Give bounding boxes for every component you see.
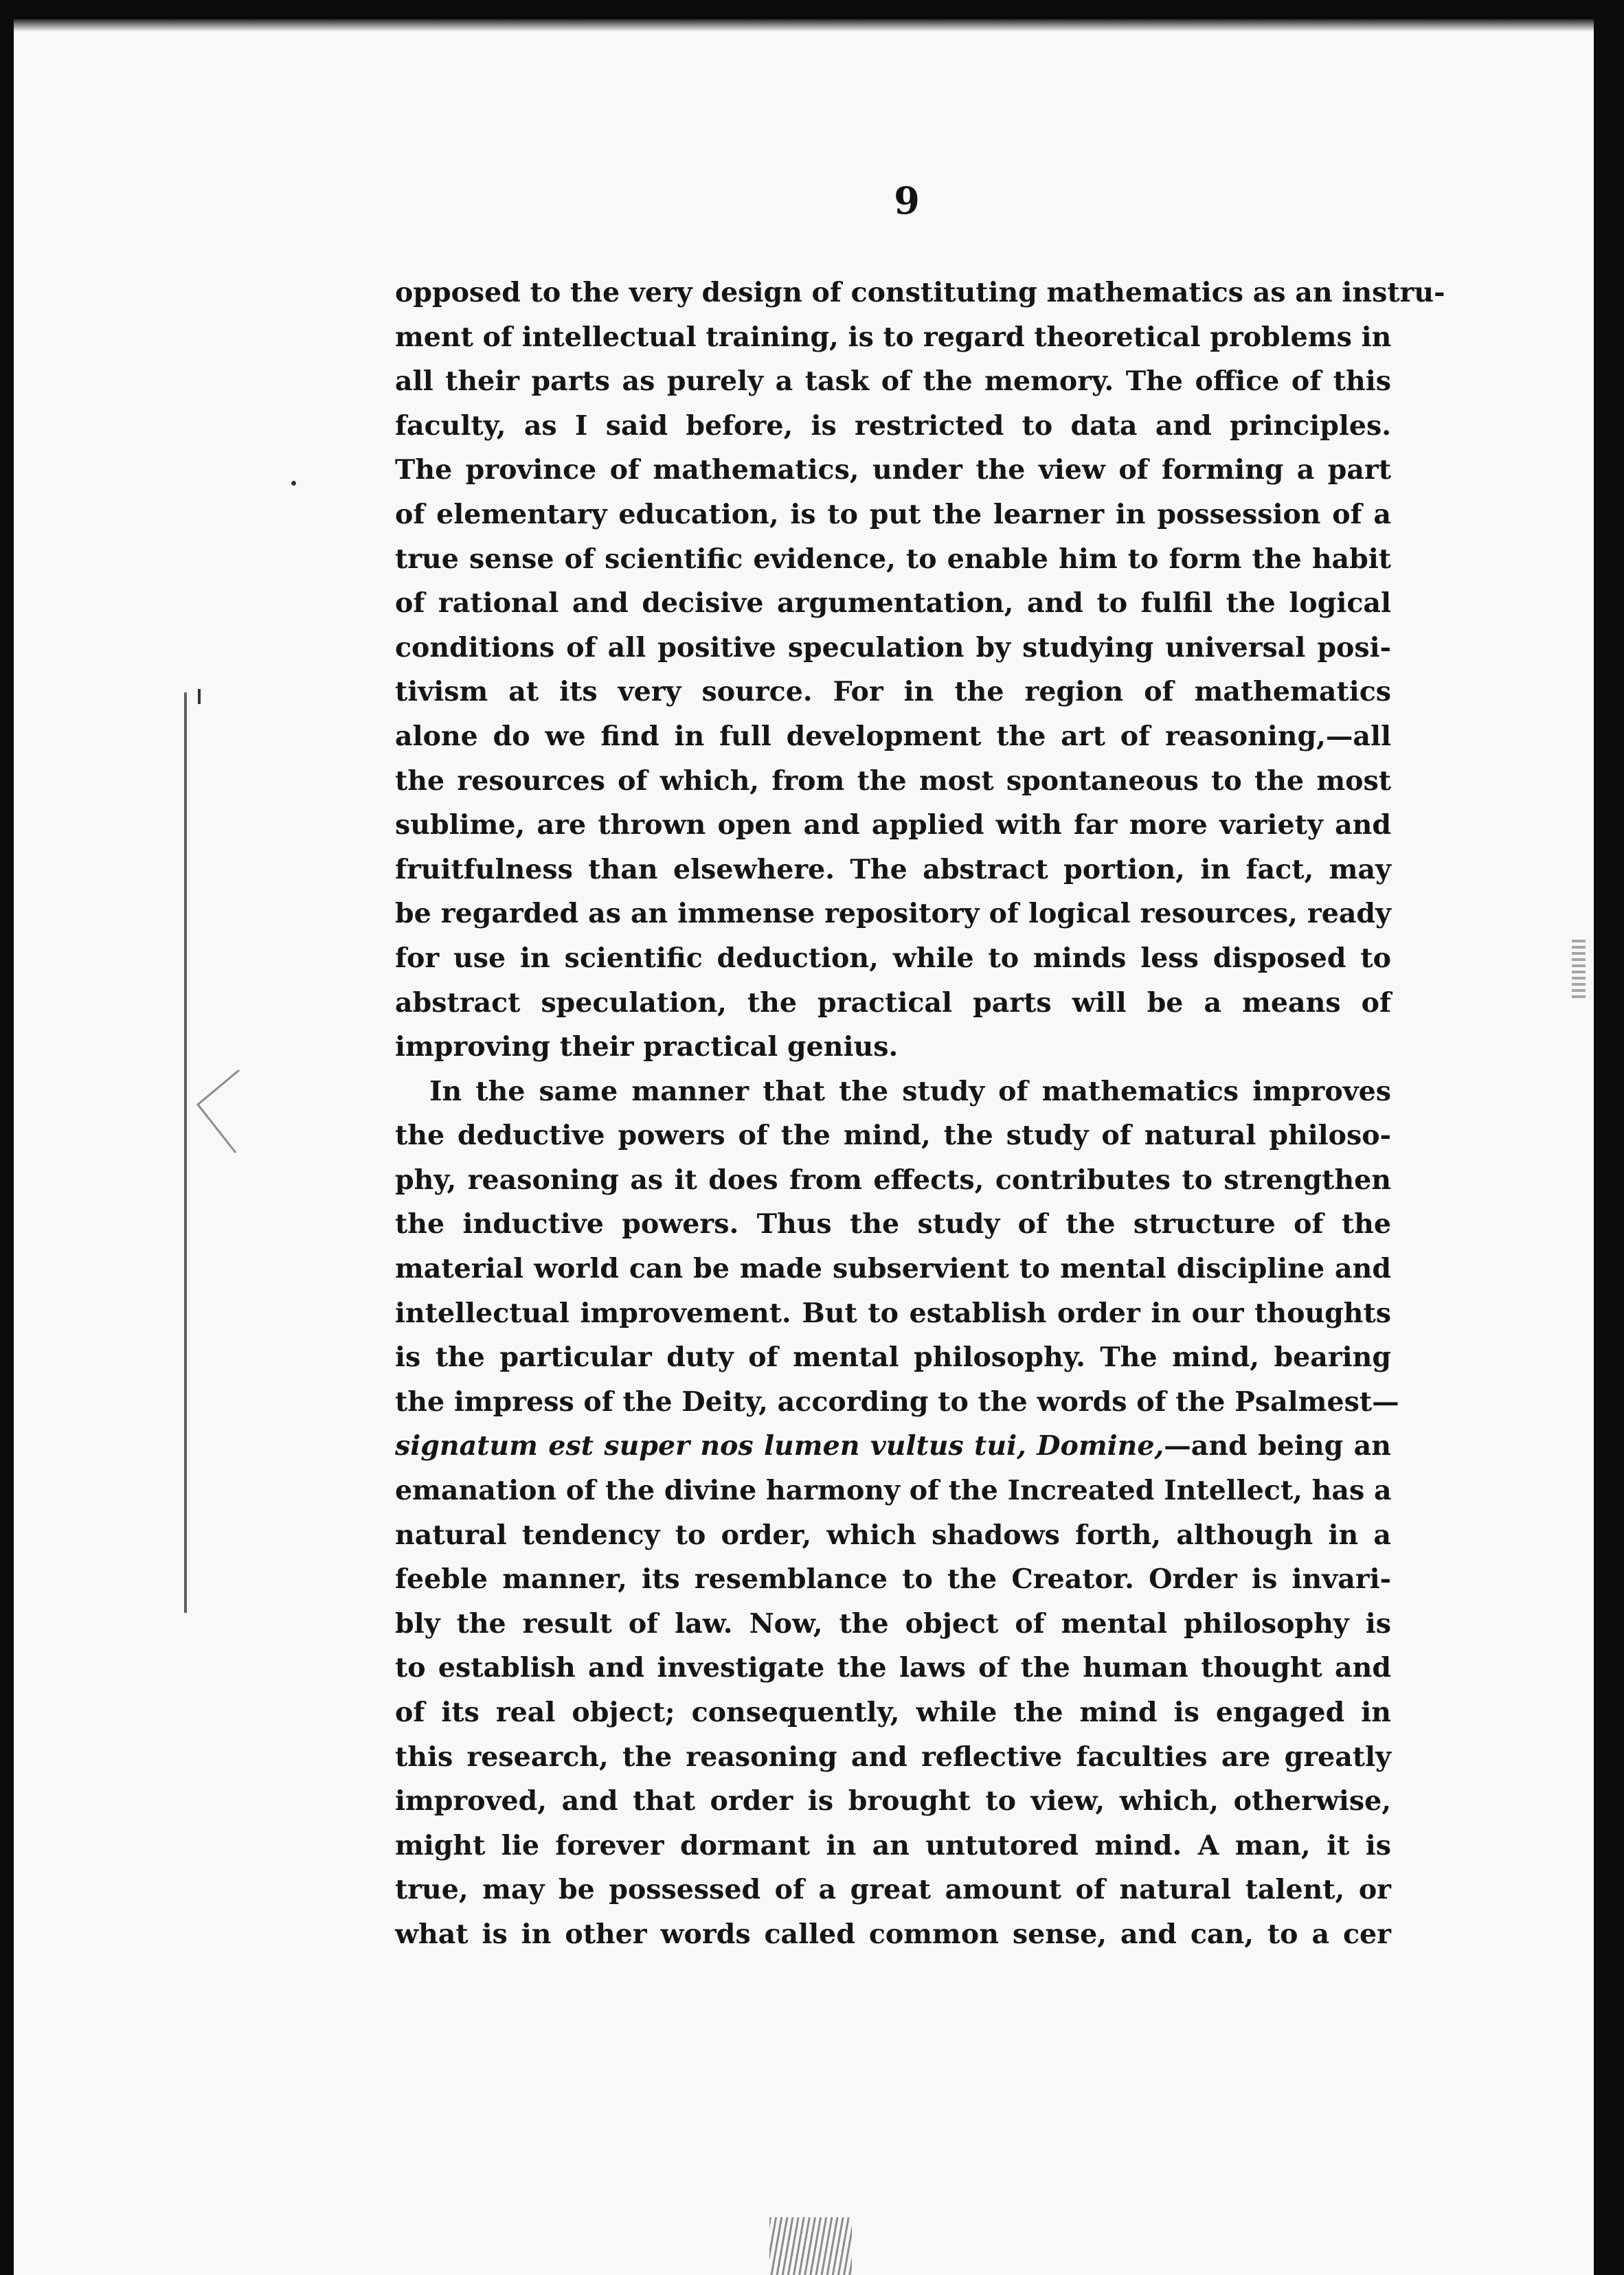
latin-separator	[1026, 1430, 1037, 1462]
text-line: all their parts as purely a task of the memory. The office of this	[395, 365, 1391, 398]
scan-top-shadow	[14, 19, 1594, 32]
text-line: is the particular duty of mental philosophy. The mind, bearing	[395, 1342, 1391, 1374]
text-line: might lie forever dormant in an untutored mind. A man, it is	[395, 1829, 1391, 1861]
text-line: be regarded as an immense repository of logical resources, ready	[395, 898, 1391, 930]
latin-domine: Domine,	[1037, 1430, 1164, 1462]
text-line: of rational and decisive argumentation, and to fulfil the logical	[395, 587, 1391, 620]
text-line: improved, and that order is brought to view, which, otherwise,	[395, 1785, 1391, 1818]
text-line: to establish and investigate the laws of the human thought and	[395, 1652, 1391, 1684]
text-line: alone do we find in full development the art of reasoning,—all	[395, 720, 1391, 752]
edge-speck	[1572, 940, 1586, 1001]
text-line: abstract speculation, the practical parts will be a means of	[395, 986, 1391, 1019]
text-line-latin	[395, 1424, 1391, 1469]
text-line: fruitfulness than elsewhere. The abstract portion, in fact, may	[395, 853, 1391, 885]
text-line: true, may be possessed of a great amount of natural talent, or	[395, 1874, 1391, 1906]
text-line: tivism at its very source. For in the region of mathematics	[395, 676, 1391, 708]
text-line: intellectual improvement. But to establish order in our thoughts	[395, 1297, 1391, 1329]
text-line: the impress of the Deity, according to the words of the Psalmest—	[395, 1385, 1399, 1418]
text-line: of its real object; consequently, while the mind is engaged in	[395, 1697, 1391, 1728]
text-line: faculty, as I said before, is restricted to data and principles.	[395, 409, 1391, 442]
text-line: for use in scientific deduction, while to minds less disposed to	[395, 942, 1391, 974]
margin-bracket-mark	[184, 1063, 246, 1159]
text-line: The province of mathematics, under the view of forming a part	[395, 454, 1391, 486]
text-line: sublime, are thrown open and applied with far more variety and	[395, 809, 1391, 841]
text-line: ment of intellectual training, is to regard theoretical problems in	[395, 321, 1392, 353]
margin-speck	[291, 481, 296, 486]
text-line: material world can be made subservient to mental discipline and	[395, 1253, 1391, 1285]
body-text	[395, 271, 1445, 1957]
margin-tick-mark	[198, 689, 201, 704]
text-line: the inductive powers. Thus the study of the structure of the	[395, 1208, 1391, 1241]
document-page	[14, 19, 1594, 2275]
text-line: opposed to the very design of constituting mathematics as an instru-	[395, 277, 1445, 308]
text-line: of elementary education, is to put the learner in possession of a	[395, 498, 1391, 530]
text-line: phy, reasoning as it does from effects, contributes to strengthen	[395, 1164, 1391, 1196]
text-line: natural tendency to order, which shadows forth, although in a	[395, 1519, 1391, 1551]
text-line: bly the result of law. Now, the object of mental philosophy is	[395, 1607, 1391, 1640]
text-line: the resources of which, from the most spontaneous to the most	[395, 765, 1391, 797]
text-line: feeble manner, its resemblance to the Creator. Order is invari-	[395, 1563, 1391, 1596]
text-line: true sense of scientific evidence, to enable him to form the habit	[395, 543, 1391, 575]
latin-quote: signatum est super nos lumen vultus tui,	[395, 1430, 1026, 1462]
text-line: conditions of all positive speculation by studying universal posi-	[395, 631, 1391, 664]
text-line: this research, the reasoning and reflective faculties are greatly	[395, 1741, 1391, 1773]
line-remainder: —and being an	[1164, 1430, 1391, 1462]
text-line: improving their practical genius.	[395, 1031, 899, 1063]
text-line: the deductive powers of the mind, the study of natural philoso-	[395, 1120, 1391, 1152]
text-line: emanation of the divine harmony of the Increated Intellect, has a	[395, 1475, 1392, 1507]
page-number: 9	[894, 179, 920, 223]
text-line: what is in other words called common sense, and can, to a cer	[395, 1918, 1391, 1950]
text-line: In the same manner that the study of mathematics improves	[429, 1075, 1391, 1107]
bottom-smudge	[769, 2217, 852, 2275]
